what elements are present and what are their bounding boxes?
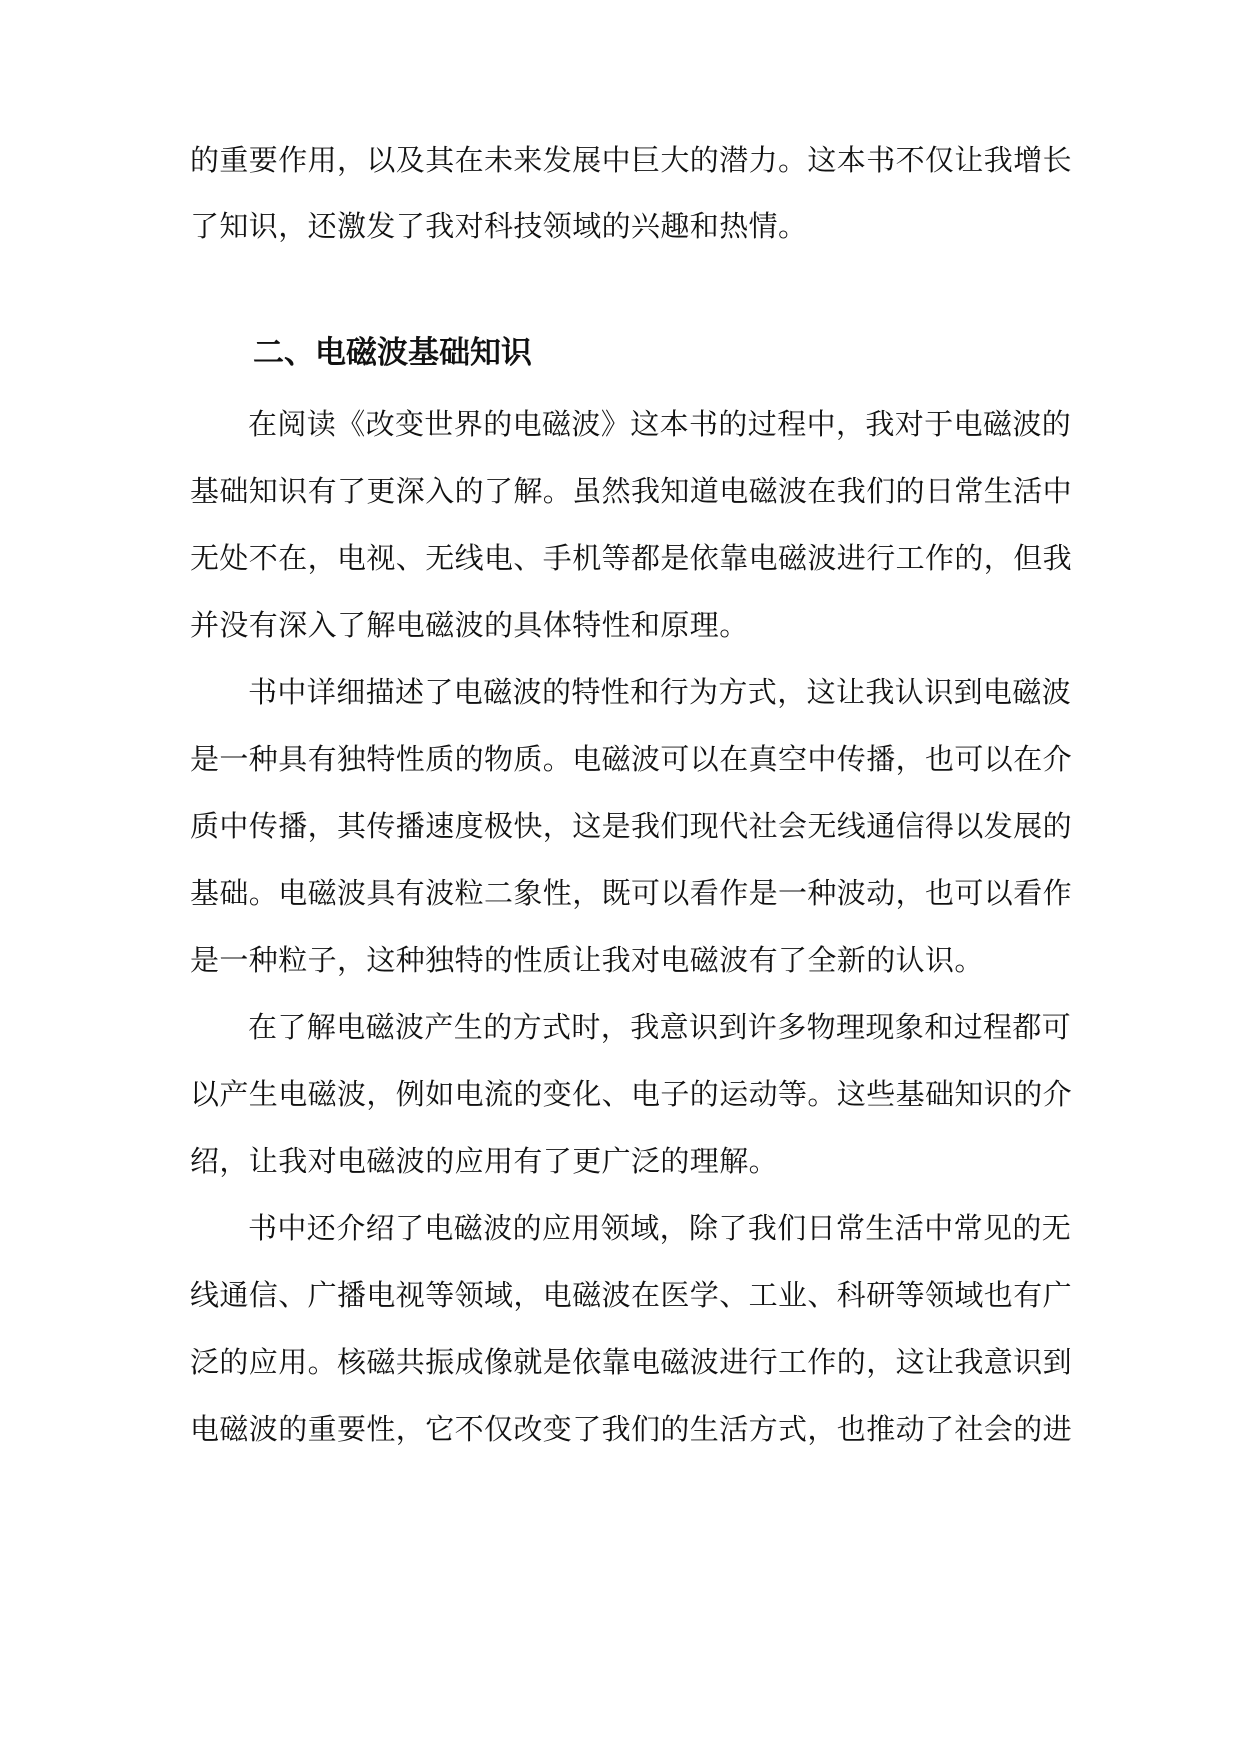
text-line: 书中还介绍了电磁波的应用领域，除了我们日常生活中常见的无 <box>248 1211 1072 1245</box>
text-line: 在了解电磁波产生的方式时，我意识到许多物理现象和过程都可 <box>248 1010 1072 1044</box>
text-line: 了知识，还激发了我对科技领域的兴趣和热情。 <box>190 209 808 243</box>
text-line: 绍，让我对电磁波的应用有了更广泛的理解。 <box>190 1144 779 1178</box>
text-line: 质中传播，其传播速度极快，这是我们现代社会无线通信得以发展的 <box>190 809 1073 843</box>
text-line: 线通信、广播电视等领域，电磁波在医学、工业、科研等领域也有广 <box>190 1278 1073 1312</box>
text-line: 泛的应用。核磁共振成像就是依靠电磁波进行工作的，这让我意识到 <box>190 1345 1073 1379</box>
text-line: 的重要作用，以及其在未来发展中巨大的潜力。这本书不仅让我增长 <box>190 143 1073 177</box>
text-line: 是一种粒子，这种独特的性质让我对电磁波有了全新的认识。 <box>190 943 984 977</box>
text-line: 以产生电磁波，例如电流的变化、电子的运动等。这些基础知识的介 <box>190 1077 1073 1111</box>
text-line: 是一种具有独特性质的物质。电磁波可以在真空中传播，也可以在介 <box>190 742 1073 776</box>
text-line: 并没有深入了解电磁波的具体特性和原理。 <box>190 608 749 642</box>
text-line: 基础。电磁波具有波粒二象性，既可以看作是一种波动，也可以看作 <box>190 876 1073 910</box>
text-line: 在阅读《改变世界的电磁波》这本书的过程中，我对于电磁波的 <box>248 407 1072 441</box>
text-line: 无处不在，电视、无线电、手机等都是依靠电磁波进行工作的，但我 <box>190 541 1073 575</box>
text-line: 电磁波的重要性，它不仅改变了我们的生活方式，也推动了社会的进 <box>190 1412 1073 1446</box>
text-line: 书中详细描述了电磁波的特性和行为方式，这让我认识到电磁波 <box>248 675 1072 709</box>
text-line: 基础知识有了更深入的了解。虽然我知道电磁波在我们的日常生活中 <box>190 474 1073 508</box>
section-heading: 二、电磁波基础知识 <box>253 335 532 371</box>
